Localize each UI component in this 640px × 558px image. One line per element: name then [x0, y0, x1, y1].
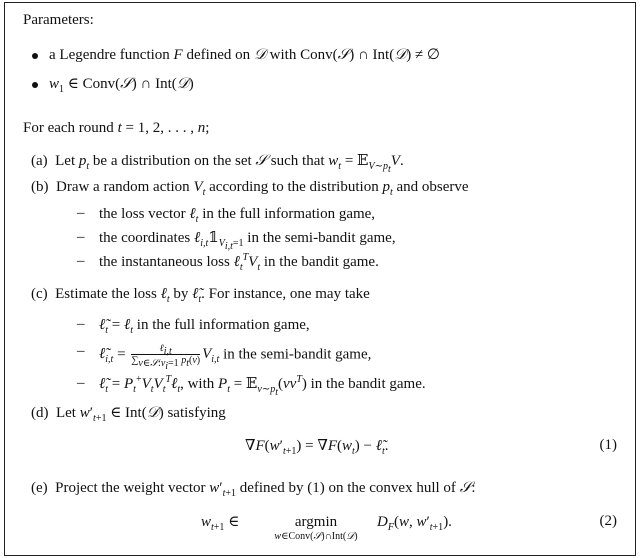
dash-icon: – [77, 343, 85, 359]
bullet-icon [32, 82, 38, 88]
equation-number-1: (1) [599, 437, 617, 453]
step-c: (c) Estimate the loss ℓ$_t$ by $\ell̃_t$. For instance, one may take [31, 286, 370, 305]
dash-icon: – [77, 253, 85, 269]
dash-icon: – [77, 205, 85, 221]
step-b-item-2: the coordinates $\ell_{i,t}𝟙_{V_{i,t}=1}$ in the semi-bandit game, [99, 230, 396, 252]
step-c-item-2: $\ell̃_{i,t}$ = ℓ$_{i,t}$ $\sum_{v\in 𝒮:v_i=1}$ $p_t(v)$ $V_{i,t}$ in the semi-bandit game, [99, 343, 372, 372]
dash-icon: – [77, 229, 85, 245]
dash-icon: – [77, 316, 85, 332]
step-c-item-3: $\ell̃_t$ = $P_t^+V_tV_t^T\ell_t$, with $P_t$ = $𝔼_{v\sim p_t}(vv^T)$ in the bandit game. [99, 374, 426, 398]
step-a: (a) Let $p_t$ be a distribution on the set 𝒮 such that $w_t$ = 𝔼$_{V\sim p_t}$V. [31, 153, 404, 175]
argmin-operator: argmin [294, 514, 338, 530]
loop-heading: For each round t = 1, 2, . . . , n; [23, 120, 210, 136]
bregman-divergence: $D_F(w$, $w'_{t+1}$). [377, 514, 452, 533]
param-item-1: a Legendre function F defined on 𝒟 with Conv(𝒮) ∩ Int(𝒟) ≠ ∅ [49, 47, 440, 63]
algorithm-box [4, 2, 636, 556]
dash-icon: – [77, 375, 85, 391]
bullet-icon [32, 53, 38, 59]
equation-2: $w_{t+1}$ ∈ [201, 514, 240, 533]
step-b-item-3: the instantaneous loss $\ell_t^TV_t$ in the bandit game. [99, 252, 379, 273]
equation-number-2: (2) [599, 513, 617, 529]
step-c-item-1: $\ell̃_t$ = ℓ$_t$ in the full information game, [99, 317, 310, 336]
step-b: (b) Draw a random action $V_t$ according to the distribution $p_t$ and observe [31, 179, 469, 198]
equation-1: $\nabla F(w'_{t+1}) = \nabla F(w_t)$ − $\ell̃_t$. [245, 438, 389, 457]
param-item-2: $w_1$ ∈ Conv(𝒮) ∩ Int(𝒟) [49, 76, 194, 95]
argmin-subscript: w∈Conv(𝒮)∩Int(𝒟) [274, 531, 358, 542]
step-b-item-1: the loss vector ℓ$_t$ in the full information game, [99, 206, 376, 225]
step-d: (d) Let $w'_{t+1}$ ∈ Int(𝒟) satisfying [31, 405, 226, 424]
step-e: (e) Project the weight vector $w'_{t+1}$ defined by (1) on the convex hull of 𝒮: [31, 480, 476, 499]
params-heading: Parameters: [23, 12, 94, 28]
